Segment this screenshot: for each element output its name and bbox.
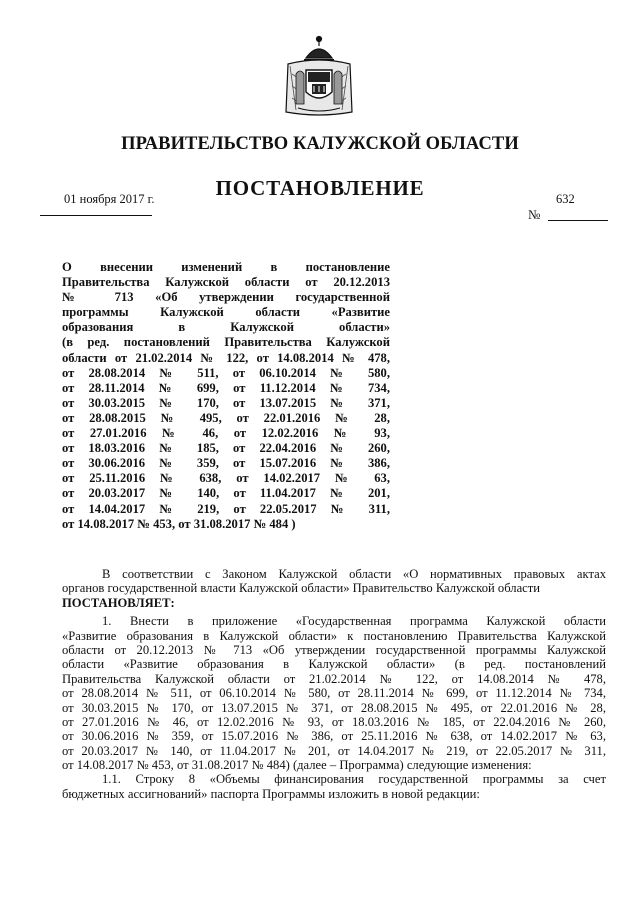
subject-line: от 30.03.2015 № 170, от 13.07.2015 № 371, [62,395,390,410]
subject-line: образования в Калужской области» [62,320,390,335]
subject-line: О внесении изменений в постановление [62,260,390,274]
subject-line: области от 21.02.2014 № 122, от 14.08.2014 № 478, [62,350,390,365]
subject-line: от 28.08.2015 № 495, от 22.01.2016 № 28, [62,410,390,425]
document-body [62,567,606,801]
subject-line: от 28.11.2014 № 699, от 11.12.2014 № 734, [62,380,390,395]
item1-line: от 14.08.2017 № 453, от 31.08.2017 № 484) (далее – Программа) следующие изменения: [62,758,532,773]
item11-line: 1.1. Строку 8 «Объемы финансирования государственной программы за счет [102,772,606,787]
document-subject [62,260,390,532]
item1-line: от 20.03.2017 № 140, от 11.04.2017 № 201, от 14.04.2017 № 219, от 22.05.2017 № 311, [62,743,606,758]
coat-of-arms-icon [282,34,356,118]
item11-line: бюджетных ассигнований» паспорта Программы изложить в новой редакции: [62,786,480,801]
number-underline [548,220,608,221]
item1-line: от 30.03.2015 № 170, от 13.07.2015 № 371, от 28.08.2015 № 495, от 22.01.2016 № 28, [62,700,606,715]
item1-line: «Развитие образования в Калужской области» к постановлению Правительства Калужской [62,628,606,643]
item1-line: области от 20.12.2013 № 713 «Об утверждении государственной программы Калужской [62,642,606,657]
subject-line: от 14.04.2017 № 219, от 22.05.2017 № 311, [62,501,390,516]
item1-line: Правительства Калужской области от 21.02.2014 № 122, от 14.08.2014 № 478, [62,671,606,686]
subject-line: от 14.08.2017 № 453, от 31.08.2017 № 484 ) [62,516,296,531]
subject-line: от 20.03.2017 № 140, от 11.04.2017 № 201, [62,486,390,501]
preamble-line: В соответствии с Законом Калужской области «О нормативных правовых актах [102,567,606,581]
decree-word: ПОСТАНОВЛЯЕТ: [62,595,175,610]
document-number: 632 [556,192,575,206]
item1-line: от 27.01.2016 № 46, от 12.02.2016 № 93, от 18.03.2016 № 185, от 22.04.2016 № 260, [62,714,606,729]
item1-line: от 28.08.2014 № 511, от 06.10.2014 № 580, от 28.11.2014 № 699, от 11.12.2014 № 734, [62,686,606,701]
government-title: ПРАВИТЕЛЬСТВО КАЛУЖСКОЙ ОБЛАСТИ [121,134,519,154]
item1-line: от 30.06.2016 № 359, от 15.07.2016 № 386, от 25.11.2016 № 638, от 14.02.2017 № 63, [62,729,606,744]
subject-line: № 713 «Об утверждении государственной [62,290,390,305]
date-underline [40,215,152,216]
subject-line: от 18.03.2016 № 185, от 22.04.2016 № 260, [62,441,390,456]
subject-line: от 28.08.2014 № 511, от 06.10.2014 № 580, [62,365,390,380]
document-type: ПОСТАНОВЛЕНИЕ [215,176,425,200]
subject-line: программы Калужской области «Развитие [62,305,390,320]
item1-line: 1. Внести в приложение «Государственная программа Калужской области [102,614,606,629]
subject-line: от 25.11.2016 № 638, от 14.02.2017 № 63, [62,471,390,486]
document-date: 01 ноября 2017 г. [64,192,155,206]
preamble-line: органов государственной власти Калужской области» Правительство Калужской области [62,581,541,596]
subject-line: (в ред. постановлений Правительства Калужской [62,335,390,350]
subject-line: Правительства Калужской области от 20.12.2013 [62,275,390,290]
item1-line: области «Развитие образования в Калужской области» (в ред. постановлений [62,657,606,672]
number-sign: № [528,207,541,222]
subject-line: от 30.06.2016 № 359, от 15.07.2016 № 386, [62,456,390,471]
subject-line: от 27.01.2016 № 46, от 12.02.2016 № 93, [62,426,390,441]
